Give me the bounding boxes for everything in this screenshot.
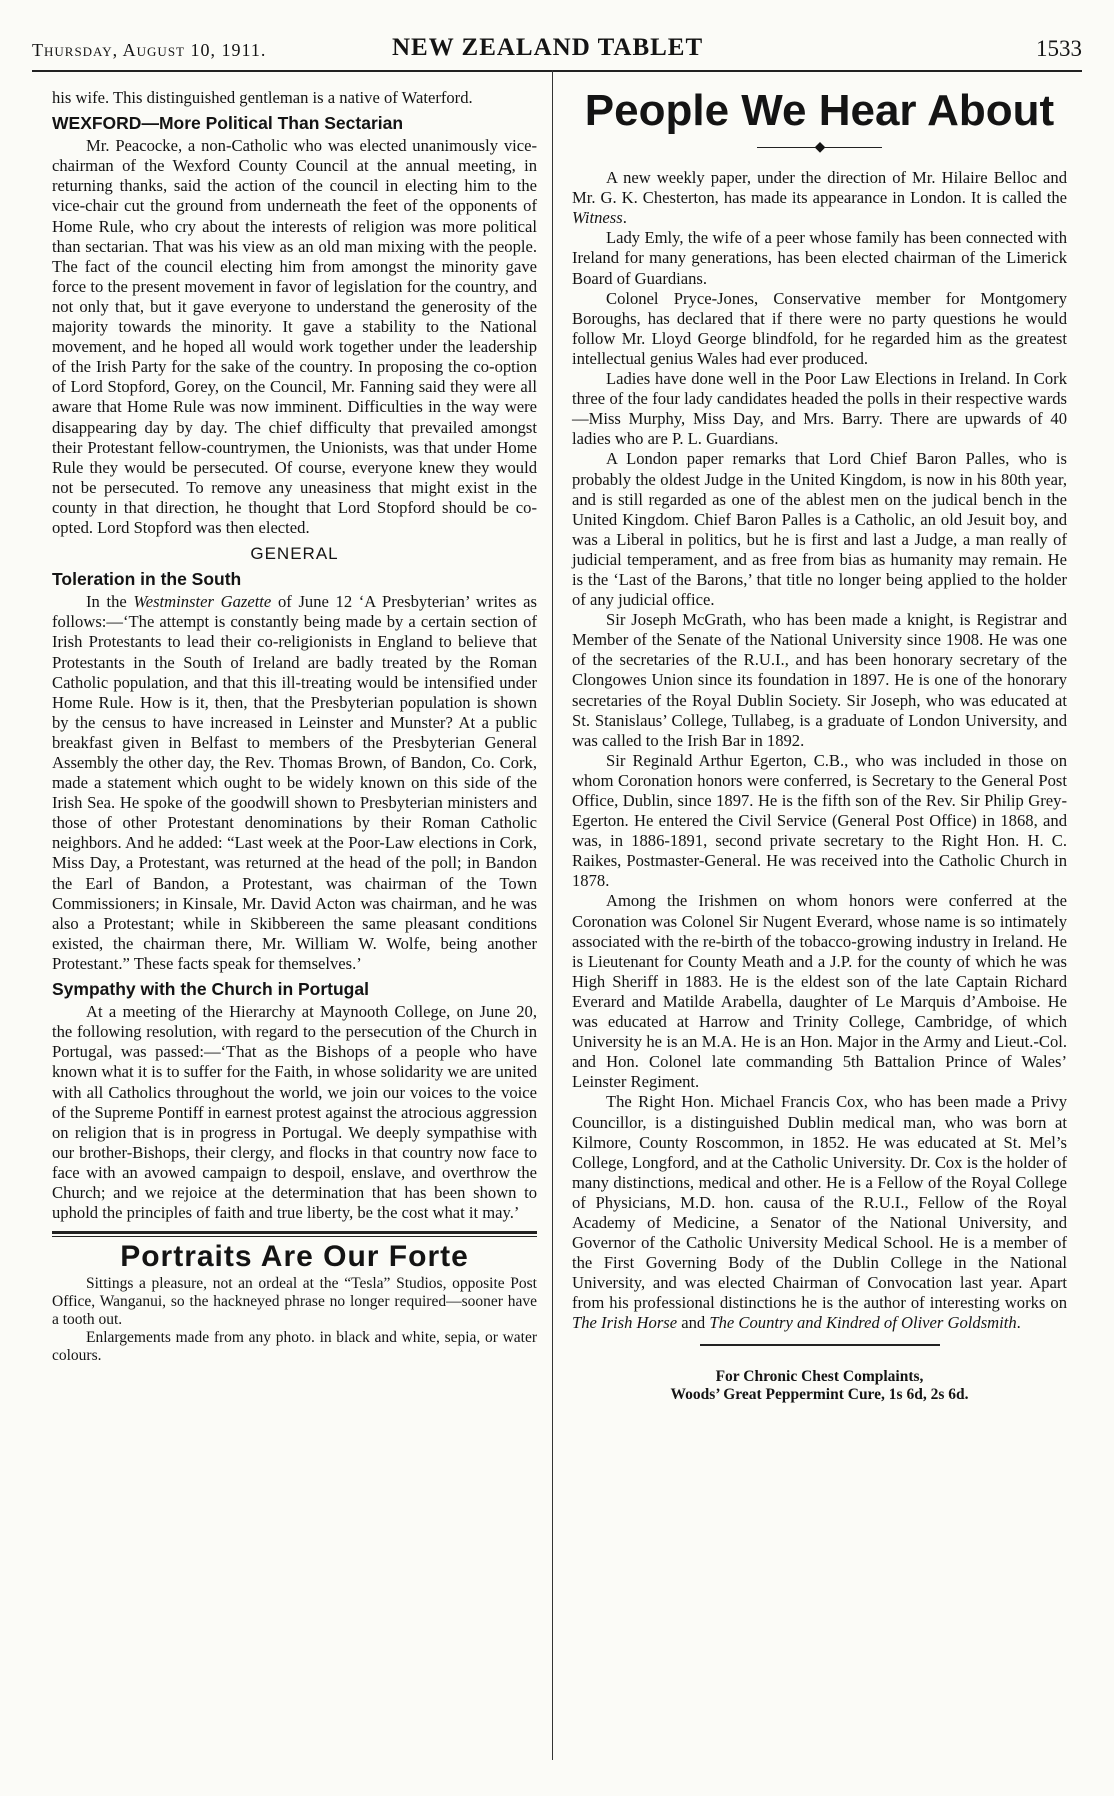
advert-rule bbox=[52, 1231, 537, 1237]
people-heading: People We Hear About bbox=[584, 86, 1055, 135]
general-heading: GENERAL bbox=[250, 544, 339, 564]
issue-date: Thursday, August 10, 1911. bbox=[32, 40, 267, 60]
paragraph-poor-law: Ladies have done well in the Poor Law Elections in Ireland. In Cork three of the four lady candidates headed the polls in their respective wards—Miss Murphy, Miss Day, and Mrs. Barry. There are upwards of 40 ladies who are P. L. Guardians. bbox=[572, 369, 1067, 449]
p9-and: and bbox=[677, 1313, 710, 1333]
chest-line-2: Woods’ Great Peppermint Cure, 1s 6d, 2s 6d. bbox=[670, 1385, 969, 1403]
wexford-paragraph: Mr. Peacocke, a non-Catholic who was elected unanimously vice-chairman of the Wexford County Council at the annual meeting, in returning thanks, said the action of the council in electing him to the vice-chair cut the ground from underneath the feet of the opponents of Home Rule, who cry about the interests of religion was more political than sectarian. That was his view as an old man mixing with the people. The fact of the council electing him from amongst the minority gave force to the present movement in favor of legislation for the country, and not only that, but it gave everyone to understand the generosity of the majority towards the minority. It gave a stability to the National movement, and he hoped all would work together under the leadership of the Irish Party for the sake of the country. In proposing the co-option of Lord Stopford, Gorey, on the Council, Mr. Fanning said they were all aware that Home Rule was now imminent. Difficulties in the way were disappearing day by day. The chief difficulty that prevailed amongst their Protestant fellow-countrymen, the Unionists, was that under Home Rule they would be persecuted. Of course, everyone knew they would not be persecuted. To remove any uneasiness that might exist in the county in that direction, he thought that Lord Stopford should be co-opted. Lord Stopford was then elected. bbox=[52, 136, 537, 537]
wexford-heading: WEXFORD—More Political Than Sectarian bbox=[52, 113, 404, 134]
right-column bbox=[572, 88, 1067, 1404]
toleration-pre: In the bbox=[86, 592, 134, 612]
end-rule bbox=[700, 1344, 940, 1346]
p1-end: . bbox=[622, 208, 627, 228]
sympathy-heading: Sympathy with the Church in Portugal bbox=[52, 979, 369, 1000]
toleration-paragraph bbox=[52, 592, 537, 974]
page-number: 1533 bbox=[1036, 36, 1082, 61]
chest-advert bbox=[572, 1368, 1067, 1404]
ornament-divider: ◆ bbox=[572, 138, 1067, 158]
p9-work2: The Country and Kindred of Oliver Goldsmith bbox=[709, 1313, 1017, 1333]
paragraph-pryce-jones: Colonel Pryce-Jones, Conservative member for Montgomery Boroughs, has declared that if there were no party questions he would follow Mr. Lloyd George blindfold, for he regarded him as the greatest intellectual genius Wales had ever produced. bbox=[572, 288, 1067, 368]
paper-name: Westminster Gazette bbox=[133, 592, 272, 612]
p9-end: . bbox=[1016, 1313, 1021, 1333]
advert-title: Portraits Are Our Forte bbox=[120, 1240, 469, 1274]
chest-line-1: For Chronic Chest Complaints, bbox=[715, 1367, 924, 1385]
paragraph-mcgrath: Sir Joseph McGrath, who has been made a knight, is Registrar and Member of the Senate of the National University since 1908. He was one of the secretaries of the R.U.I., and has been honorary secretary of the Clongowes Union since its foundation in 1897. He is one of the honorary secretaries of the Royal Dublin Society. Sir Joseph, who was educated at St. Stanislaus’ College, Tullabeg, is a graduate of London University, and was called to the Irish Bar in 1892. bbox=[572, 610, 1067, 750]
p9-work1: The Irish Horse bbox=[572, 1313, 678, 1333]
intro-paragraph: his wife. This distinguished gentleman is a native of Waterford. bbox=[52, 88, 473, 107]
sympathy-paragraph: At a meeting of the Hierarchy at Maynooth College, on June 20, the following resolution, with regard to the persecution of the Church in Portugal, was passed:—‘That as the Bishops of a people who have known what it is to suffer for the Faith, in whose solidarity we are united with all Catholics throughout the world, we join our voices to the voice of the Supreme Pontiff in earnest protest against the atrocious aggression on religion that is in progress in Portugal. We deeply sympathise with our brother-Bishops, their clergy, and flocks in that country now face to face with an avowed campaign to despoil, enslave, and overthrow the Church; and we rejoice at the determination that has been shown to uphold the principles of faith and true liberty, be the cost what it may.’ bbox=[52, 1002, 537, 1223]
toleration-body: of June 12 ‘A Presbyterian’ writes as follows:—‘The attempt is constantly being made by a certain section of Irish Protestants to lead their co-religionists in England to believe that Protestants in the South of Ireland are badly treated by the Roman Catholic population, and that this ill-treating would be intensified under Home Rule. How is it, then, that the Presbyterian population is shown by the census to have increased in Leinster and Munster? At a public breakfast given in Belfast to members of the Presbyterian General Assembly the other day, the Rev. Thomas Brown, of Bandon, Co. Cork, made a statement which ought to be widely known on this side of the Irish Sea. He spoke of the goodwill shown to Presbyterian ministers and those of other Protestant denominations by their Roman Catholic neighbors. And he added: “Last week at the Poor-Law elections in Cork, Miss Day, a Protestant, was returned at the head of the poll; in Bandon the Earl of Bandon, a Protestant, was chairman of the Town Commissioners; in Kinsale, Mr. David Acton was chairman, and he was also a Protestant; while in Skibbereen the same pleasant conditions existed, the chairman there, Mr. William W. Wolfe, being another Protestant.” These facts speak for themselves.’ bbox=[52, 592, 537, 973]
paragraph-emly: Lady Emly, the wife of a peer whose family has been connected with Ireland for many generations, has been elected chairman of the Limerick Board of Guardians. bbox=[572, 228, 1067, 288]
page-header bbox=[32, 34, 1082, 64]
advert-line-2: Enlargements made from any photo. in black and white, sepia, or water colours. bbox=[52, 1329, 537, 1365]
paragraph-egerton: Sir Reginald Arthur Egerton, C.B., who was included in those on whom Coronation honors were conferred, is Secretary to the General Post Office, Dublin, since 1897. He is the fifth son of the Rev. Sir Philip Grey-Egerton. He entered the Civil Service (General Post Office) in 1868, and was, in 1886-1891, second private secretary to the Right Hon. H. C. Raikes, Postmaster-General. He was received into the Catholic Church in 1878. bbox=[572, 750, 1067, 891]
paragraph-everard: Among the Irishmen on whom honors were conferred at the Coronation was Colonel Sir Nugent Everard, whose name is so intimately associated with the re-birth of the tobacco-growing industry in Ireland. He is Lieutenant for County Meath and a J.P. for the county of which he was High Sheriff in 1883. He is the eldest son of the late Captain Richard Everard and Matilde Arabella, daughter of Le Marquis d’Amboise. He was educated at Harrow and Trinity College, Cambridge, of which University he is an M.A. He is an Hon. Major in the Army and Lieut.-Col. and Hon. Colonel late commanding 5th Battalion Prince of Wales’ Leinster Regiment. bbox=[572, 891, 1067, 1092]
header-rule bbox=[32, 70, 1082, 72]
advert-line-1: Sittings a pleasure, not an ordeal at the “Tesla” Studios, opposite Post Office, Wanganui, so the hackneyed phrase no longer required—sooner have a tooth out. bbox=[52, 1275, 537, 1329]
p1-paper: Witness bbox=[572, 208, 623, 228]
p1-text: A new weekly paper, under the direction of Mr. Hilaire Belloc and Mr. G. K. Chesterton, has made its appearance in London. It is called the bbox=[572, 168, 1067, 208]
paragraph-witness bbox=[572, 168, 1067, 228]
newspaper-title: NEW ZEALAND TABLET bbox=[392, 34, 704, 61]
advert-body bbox=[52, 1275, 537, 1365]
paragraph-palles: A London paper remarks that Lord Chief Baron Palles, who is probably the oldest Judge in the United Kingdom, is now in his 80th year, and is still regarded as one of the ablest men on the judical bench in the United Kingdom. Chief Baron Palles is a Catholic, an old Jesuit boy, and was a Liberal in politics, but he is first and last a Judge, a man really of judicial temperament, and as free from bias as humanity may remain. He is the ‘Last of the Barons,’ that title no longer being applied to the holder of any judicial office. bbox=[572, 449, 1067, 610]
paragraph-cox bbox=[572, 1092, 1067, 1333]
p9-text: The Right Hon. Michael Francis Cox, who has been made a Privy Councillor, is a distinguished Dublin medical man, who was born at Kilmore, County Roscommon, in 1852. He was educated at St. Mel’s College, Longford, and at the Catholic University. Dr. Cox is the holder of many distinctions, medical and other. He is a Fellow of the Royal College of Physicians, M.D. hon. causa of the R.U.I., Fellow of the Royal Academy of Medicine, a Senator of the National University, and Governor of the Catholic University Medical School. He is a member of the First Governing Body of the Dublin College in the National University, and was elected Chairman of Convocation last year. Apart from his professional distinctions he is the author of interesting works on bbox=[572, 1092, 1067, 1313]
left-column bbox=[52, 88, 537, 1365]
column-divider bbox=[552, 70, 553, 1760]
toleration-heading: Toleration in the South bbox=[52, 569, 242, 590]
